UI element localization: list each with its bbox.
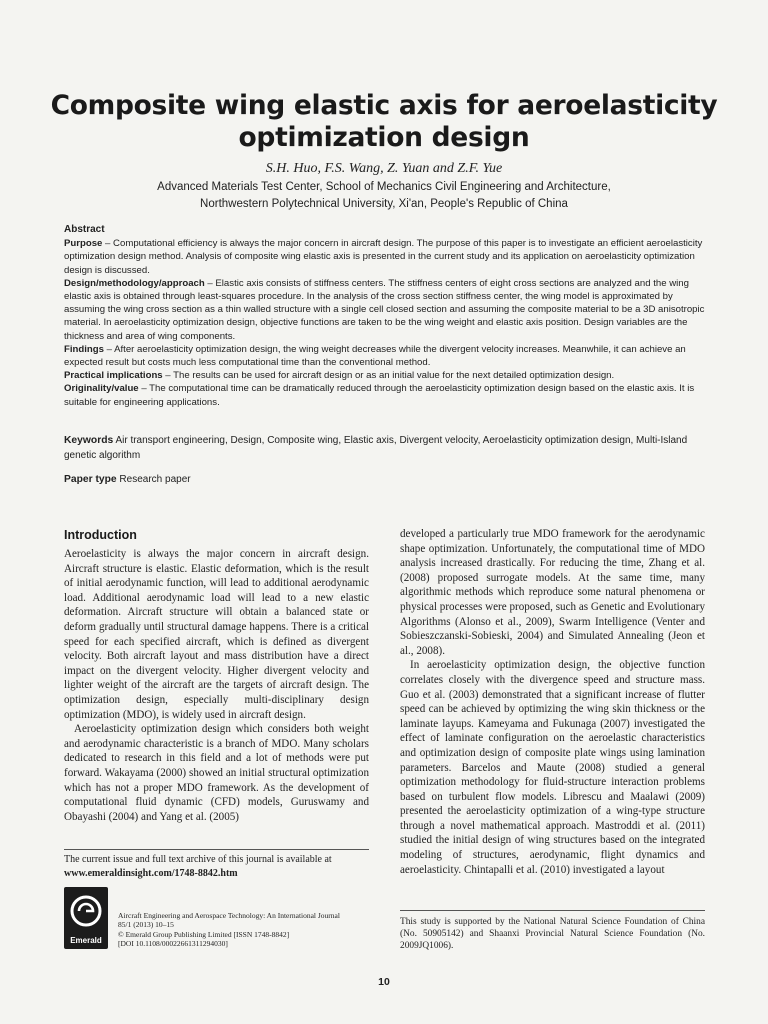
affiliation-line-1: Advanced Materials Test Center, School of Mechanics Civil Engineering and Architecture, (157, 181, 611, 193)
keywords (64, 433, 704, 463)
abstract-heading: Abstract (64, 224, 105, 235)
footnote-divider (400, 910, 705, 911)
emerald-logo (64, 887, 108, 949)
abstract-purpose (64, 237, 712, 277)
abstract-purpose-label: Purpose (64, 238, 103, 250)
intro-paragraph-3: developed a particularly true MDO framework for the aerodynamic shape optimization. Unfortunately, the computational time of MDO analysis increased drastically. For reducing the time, Zhang et al. (2008) proposed surrogate models. At the same time, many algorithmic methods which reproduce some natural phenomena or physical processes were proposed, such as Genetic and Evolutionary Algorithms (Alonso et al., 2009), Swarm Intelligence (Venter and Sobieszczanski-Sobieski, 2004) and Simulated Annealing (Jeon et al., 2008). (400, 528, 705, 657)
keywords-label: Keywords (64, 435, 114, 446)
abstract-design-text: – Elastic axis consists of stiffness centers. The stiffness centers of eight cross sections are analyzed and the wing elastic axis is obtained through least-squares procedure. In the analysis of the cross section stiffness center, the wing model is approximated by assuming the wing cross section as a thin walled structure with a single cell closed section and assuming the composite material to be a 3D anisotropic material. In aeroelasticity optimization design, objective functions are taken to be the wing weight and elastic axis position. Design variables are the thickness and area of wing components. (64, 277, 705, 342)
abstract-findings (64, 343, 712, 369)
abstract-findings-label: Findings (64, 343, 104, 355)
abstract-practical-label: Practical implications (64, 370, 163, 382)
paper-title-line-1: Composite wing elastic axis for aeroelasticity (50, 90, 718, 121)
author-list: S.H. Huo, F.S. Wang, Z. Yuan and Z.F. Yue (265, 161, 503, 176)
emerald-logo-label: Emerald (70, 936, 102, 945)
archive-divider (64, 849, 369, 850)
paper-type-label: Paper type (64, 474, 117, 485)
archive-link[interactable]: www.emeraldinsight.com/1748-8842.htm (64, 868, 238, 879)
journal-doi: [DOI 10.1108/00022661311294030] (118, 939, 228, 949)
abstract-purpose-text: – Computational efficiency is always the major concern in aircraft design. The purpose of this paper is to investigate an efficient aeroelasticity optimization design method. Analysis of composite wing elastic axis is presented in the current study and its application on aeroelasticity optimization design is discussed. (64, 238, 703, 276)
affiliation (40, 179, 728, 213)
abstract-originality (64, 382, 712, 408)
abstract-section (64, 223, 712, 409)
paper-title (40, 90, 728, 154)
abstract-originality-text: – The computational time can be dramatically reduced through the aeroelasticity optimization design based on the elastic axis. It is suitable for engineering applications. (64, 383, 695, 408)
abstract-practical (64, 369, 712, 382)
intro-paragraph-2: Aeroelasticity optimization design which considers both weight and aerodynamic characteristic is a branch of MDO. Many scholars dedicated to research in this field and a lot of methods were put forward. Wakayama (2000) showed an initial structural optimization which has not a proper MDO framework. As the development of computational fluid dynamic (CFD) models, Guruswamy and Obayashi (2004) and Yang et al. (2005) (64, 723, 369, 823)
body-column-left (64, 547, 369, 824)
archive-text: The current issue and full text archive of this journal is available at (64, 854, 332, 865)
journal-volume: 85/1 (2013) 10–15 (118, 920, 174, 930)
intro-paragraph-1: Aeroelasticity is always the major concern in aircraft design. Aircraft structure is elastic. Elastic deformation, which is the result of initial aerodynamic function, will lead to additional aerodynamic load. Additional aerodynamic load will lead to a new elastic deformation. Aircraft structure will obtain a balanced state or deform gradually until structural damage happens. There is a critical speed for each specified aircraft, which is defined as divergent velocity. Both aircraft layout and mass distribution have a direct impact on the divergent velocity. Higher divergent velocity and lighter weight of the aircraft are the targets of aircraft design. The optimization design, especially multi-disciplinary design optimization (MDO), is widely used in aircraft design. (64, 548, 369, 721)
paper-title-line-2: optimization design (238, 122, 530, 153)
abstract-originality-label: Originality/value (64, 383, 139, 395)
abstract-practical-text: – The results can be used for aircraft design or as an initial value for the next detailed optimization design. (162, 370, 615, 382)
keywords-text: Air transport engineering, Design, Composite wing, Elastic axis, Divergent velocity, Aeroelasticity optimization design, Multi-Island genetic algorithm (64, 435, 688, 461)
paper-type (64, 472, 191, 487)
funding-footnote: This study is supported by the National Natural Science Foundation of China (No. 50905142) and Shaanxi Provincial Natural Science Foundation (No. 2009JQ1006). (400, 917, 705, 951)
page-number: 10 (378, 976, 390, 988)
abstract-findings-text: – After aeroelasticity optimization design, the wing weight decreases while the divergent velocity increases. Meanwhile, it can achieve an expected result but costs much less computational time than the conventional method. (64, 343, 686, 369)
journal-name: Aircraft Engineering and Aerospace Technology: An International Journal (118, 911, 340, 920)
introduction-heading: Introduction (64, 528, 137, 542)
journal-archive-note (64, 853, 369, 881)
affiliation-line-2: Northwestern Polytechnical University, Xi'an, People's Republic of China (200, 198, 568, 210)
body-column-right (400, 527, 705, 877)
abstract-design (64, 277, 712, 343)
abstract-design-label: Design/methodology/approach (64, 277, 205, 289)
intro-paragraph-4: In aeroelasticity optimization design, the objective function correlates closely with the divergence speed and structure mass. Guo et al. (2003) demonstrated that a significant increase of flutter speed can be achieved by optimizing the wing skin thickness or the laminate layups. Kameyama and Fukunaga (2007) investigated the effect of laminate configuration on the aeroelastic characteristics and optimization design of composite plate wings using lamination parameters. Barcelos and Maute (2008) studied a general optimization methodology for fluid-structure interaction problems based on turbulent flow models. Librescu and Maalawi (2009) presented the aeroelasticity optimization of a wing-type structure through a novel mathematical approach. Mastroddi et al. (2011) studied the initial design of wing structures based on the integrated modeling of structures, aerodynamic, flight dynamics and aeroelasticity. Chintapalli et al. (2010) investigated a layout (400, 659, 705, 876)
journal-copyright: © Emerald Group Publishing Limited [ISSN 1748-8842] (118, 929, 290, 939)
paper-type-text: Research paper (116, 474, 191, 485)
journal-info (118, 911, 388, 949)
